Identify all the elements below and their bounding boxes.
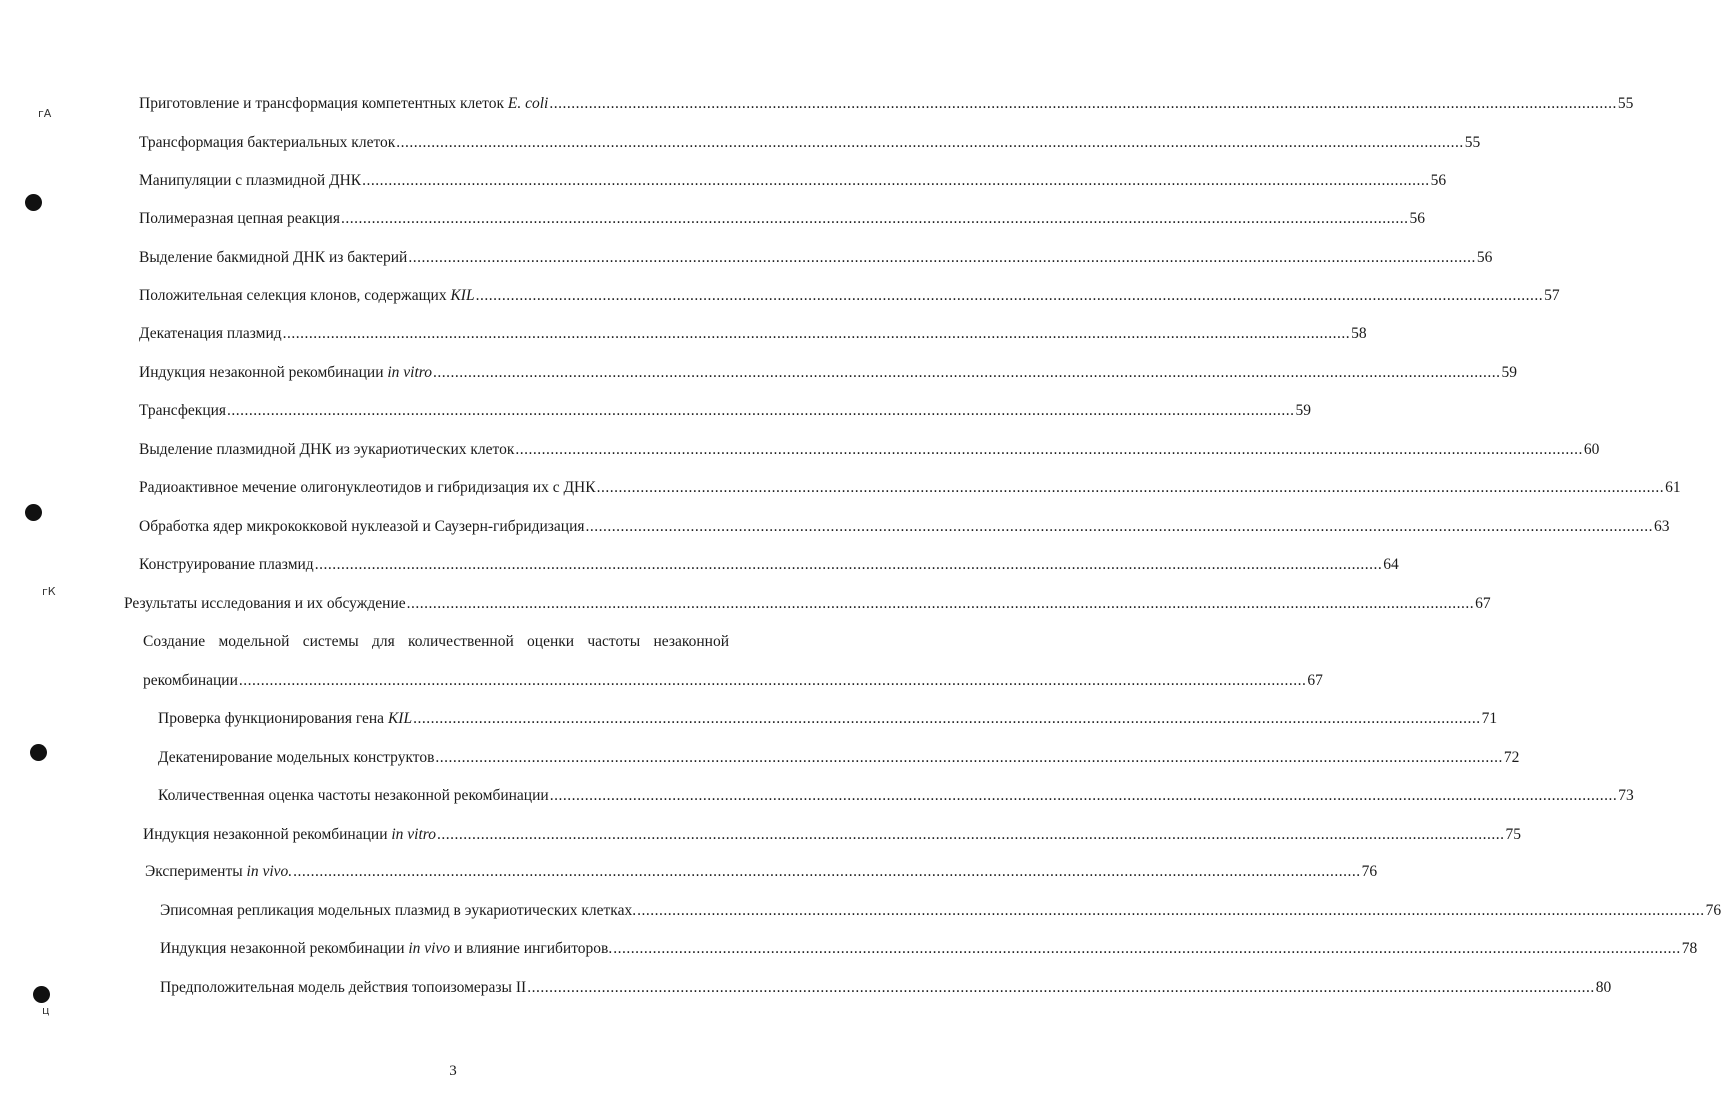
toc-page-number: 76 <box>1705 902 1721 919</box>
toc-page-number: 59 <box>1501 364 1518 381</box>
binder-hole-4 <box>33 986 50 1003</box>
toc-subentry[interactable]: Количественная оценка частоты незаконной рекомбинации ..... 73 <box>158 786 732 806</box>
toc-page-number: 75 <box>1505 826 1522 843</box>
toc-entry[interactable]: Индукция незаконной рекомбинации in vitro ..... 59 <box>139 363 727 383</box>
toc-wrapped-line[interactable]: Создание модельной системы для количественной оценки частоты незаконной <box>143 633 729 650</box>
toc-entry[interactable]: Положительная селекция клонов, содержащих KIL ..... 57 <box>139 286 727 306</box>
toc-entry[interactable]: Трансформация бактериальных клеток ..... 55 <box>139 133 727 153</box>
toc-entry[interactable]: Индукция незаконной рекомбинации in vitro ..... 75 <box>143 825 734 845</box>
binder-hole-3 <box>30 744 47 761</box>
toc-entry[interactable]: Декатенация плазмид ..... 58 <box>139 324 727 344</box>
toc-subentry[interactable]: Индукция незаконной рекомбинации in vivo и влияние ингибиторов. ..... 78 <box>160 939 735 959</box>
toc-page-number: 71 <box>1481 710 1498 727</box>
toc-subentry[interactable]: Декатенирование модельных конструктов ..... 72 <box>158 748 734 768</box>
toc-page-number: 56 <box>1409 210 1425 227</box>
toc-page-number: 57 <box>1544 287 1560 304</box>
toc-page-number: 61 <box>1665 479 1681 496</box>
binder-hole-2 <box>25 504 42 521</box>
binder-hole-1 <box>25 194 42 211</box>
toc-entry[interactable]: Выделение плазмидной ДНК из эукариотических клеток ..... 60 <box>139 440 727 460</box>
page-number: 3 <box>449 1063 457 1079</box>
toc-entry[interactable]: Выделение бакмидной ДНК из бактерий ..... 56 <box>139 248 727 268</box>
margin-mark-3: ц <box>42 1004 50 1017</box>
margin-mark-1: гА <box>38 107 52 120</box>
toc-entry[interactable]: Обработка ядер микрококковой нуклеазой и Саузерн-гибридизация ..... 63 <box>139 517 727 537</box>
toc-entry[interactable]: Манипуляции с плазмидной ДНК ..... 56 <box>139 171 727 191</box>
toc-page-number: 55 <box>1617 95 1634 112</box>
toc-page-number: 56 <box>1430 172 1447 189</box>
toc-page-number: 64 <box>1383 556 1399 573</box>
toc-entry[interactable]: Эксперименты in vivo. ..... 76 <box>145 862 734 882</box>
toc-page-number: 55 <box>1464 134 1481 151</box>
toc-subentry[interactable]: Предположительная модель действия топоизомеразы II ..... 80 <box>160 978 735 998</box>
toc-page-number: 80 <box>1595 979 1612 996</box>
toc-page-number: 72 <box>1503 749 1520 766</box>
toc-entry[interactable]: Приготовление и трансформация компетентных клеток E. coli ..... 55 <box>139 94 727 114</box>
toc-page-number: 73 <box>1618 787 1634 804</box>
toc-subentry[interactable]: Проверка функционирования гена KIL ..... 71 <box>158 709 736 729</box>
toc-page-number: 67 <box>1475 595 1491 612</box>
toc-entry[interactable]: Конструирование плазмид ..... 64 <box>139 555 727 575</box>
toc-entry[interactable]: Радиоактивное мечение олигонуклеотидов и гибридизация их с ДНК ..... 61 <box>139 478 727 498</box>
toc-page-number: 76 <box>1361 863 1378 880</box>
toc-page-number: 59 <box>1295 402 1312 419</box>
toc-page-number: 67 <box>1307 672 1323 689</box>
toc-page-number: 78 <box>1681 940 1698 957</box>
toc-entry[interactable]: рекомбинации ..... 67 <box>143 671 731 691</box>
toc-page-number: 63 <box>1654 518 1670 535</box>
toc-subentry[interactable]: Эписомная репликация модельных плазмид в эукариотических клетках. ..... 76 <box>160 901 735 921</box>
toc-page-number: 60 <box>1583 441 1600 458</box>
toc-page-number: 58 <box>1351 325 1367 342</box>
toc-entry[interactable]: Полимеразная цепная реакция ..... 56 <box>139 209 727 229</box>
toc-entry[interactable]: Трансфекция ..... 59 <box>139 401 727 421</box>
toc-page-number: 56 <box>1476 249 1493 266</box>
margin-mark-2: гК <box>42 585 56 598</box>
toc-section-entry[interactable]: Результаты исследования и их обсуждение ..... 67 <box>124 594 732 614</box>
